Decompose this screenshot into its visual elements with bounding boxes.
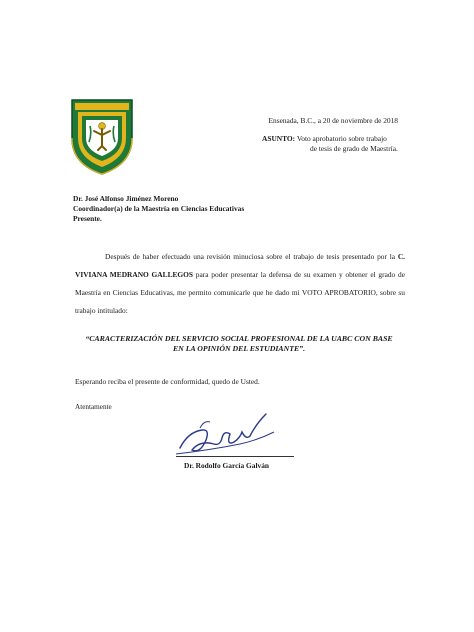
thesis-title-line1: “CARACTERIZACIÓN DEL SERVICIO SOCIAL PROFESIONAL DE LA UABC CON BASE	[85, 334, 393, 343]
letter-body	[75, 248, 405, 320]
body-middle: para poder presentar la defensa de su examen y obtener el grado de Maestría en Ciencias Educativas, me permito comunicarle que he dado mi VOTO APROBATORIO, sobre su trabajo intitulado:	[75, 270, 405, 315]
recipient-name: Dr. José Alfonso Jiménez Moreno	[73, 194, 179, 203]
recipient-presente: Presente.	[73, 214, 102, 223]
signer-name: Dr. Rodolfo García Galván	[184, 461, 269, 470]
body-start: Después de haber efectuado una revisión minuciosa sobre el trabajo de tesis presentado por la	[105, 252, 398, 261]
thesis-title	[74, 334, 404, 354]
letter-date: Ensenada, B.C., a 20 de noviembre de 2018	[268, 116, 398, 125]
salutation: Atentamente	[75, 403, 112, 411]
subject-line2: de tesis de grado de Maestría.	[310, 144, 398, 153]
recipient-title: Coordinador(a) de la Maestría en Ciencias Educativas	[73, 204, 245, 213]
student-prefix: C.	[397, 252, 405, 261]
recipient-block	[73, 194, 244, 224]
student-name: VIVIANA MEDRANO GALLEGOS	[75, 270, 194, 279]
signature-line	[176, 456, 294, 457]
body-paragraph	[75, 248, 405, 320]
subject-block	[262, 134, 412, 154]
subject-line1: Voto aprobatorio sobre trabajo	[296, 134, 387, 143]
handwritten-signature	[170, 410, 280, 466]
closing-line: Esperando reciba el presente de conformidad, quedo de Usted.	[75, 377, 260, 386]
thesis-title-line2: EN LA OPINIÓN DEL ESTUDIANTE”.	[172, 344, 306, 353]
university-shield-icon	[70, 98, 134, 176]
subject-label: ASUNTO:	[262, 134, 296, 143]
